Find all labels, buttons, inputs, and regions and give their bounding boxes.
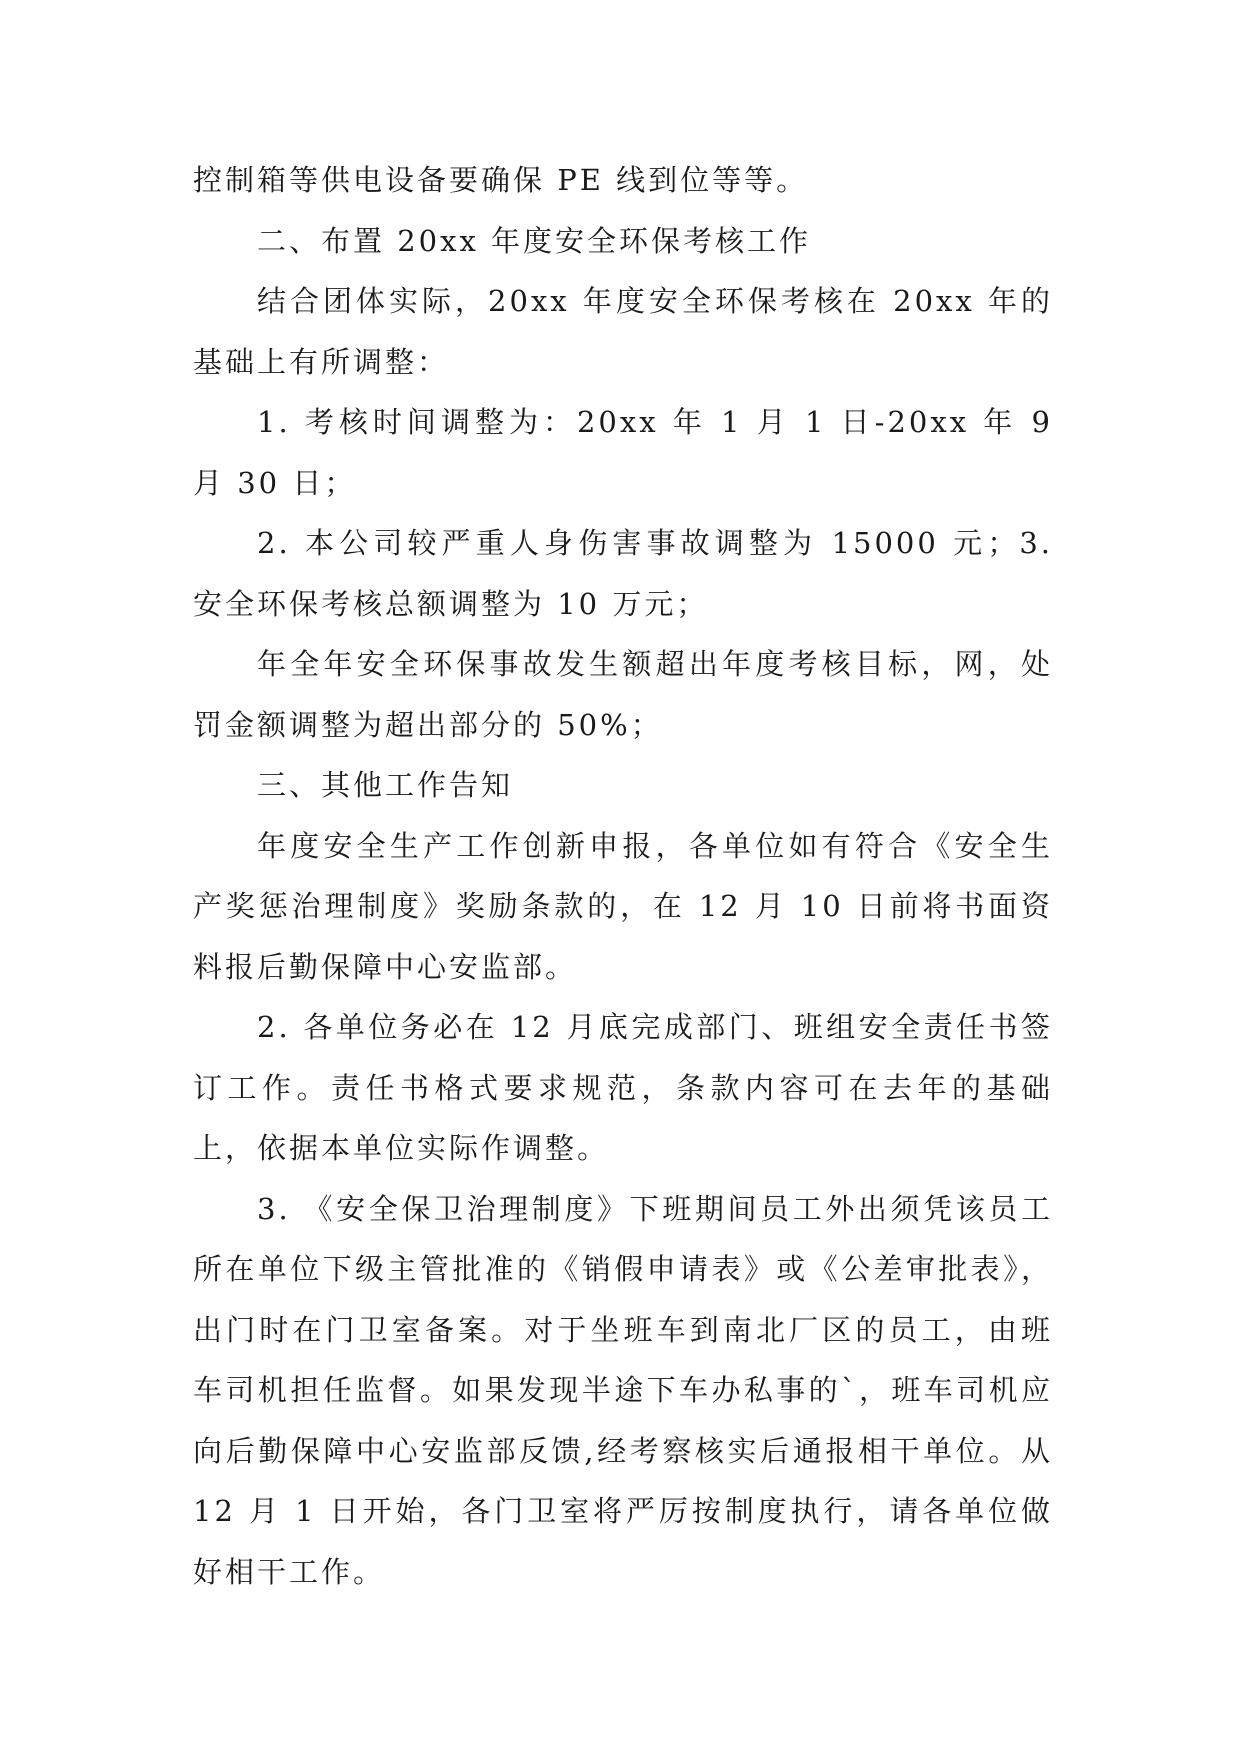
- document-body: [193, 150, 1053, 1602]
- paragraph-continuation: 控制箱等供电设备要确保 PE 线到位等等。: [193, 163, 809, 197]
- section-heading-2: 二、布置 20xx 年度安全环保考核工作: [257, 223, 812, 258]
- paragraph-intro: 结合团体实际，20xx 年度安全环保考核在 20xx 年的基础上有所调整：: [193, 284, 1053, 379]
- paragraph-item-2: 2. 本公司较严重人身伤害事故调整为 15000 元；3. 安全环保考核总额调整为 10 万元；: [193, 526, 1053, 621]
- paragraph-item-1: 1. 考核时间调整为：20xx 年 1 月 1 日-20xx 年 9 月 30 日；: [193, 405, 1053, 500]
- paragraph-security: 3. 《安全保卫治理制度》下班期间员工外出须凭该员工所在单位下级主管批准的《销假申请表》或《公差审批表》，出门时在门卫室备案。对于坐班车到南北厂区的员工，由班车司机担任监督。如果发现半途下车办私事的`，班车司机应向后勤保障中心安监部反馈,经考察核实后通报相干单位。从 12 月 1 日开始，各门卫室将严厉按制度执行，请各单位做好相干工作。: [193, 1191, 1053, 1589]
- section-heading-3: 三、其他工作告知: [257, 768, 514, 802]
- paragraph-responsibility: 2. 各单位务必在 12 月底完成部门、班组安全责任书签订工作。责任书格式要求规范，条款内容可在去年的基础上，依据本单位实际作调整。: [193, 1010, 1053, 1165]
- paragraph-innovation: 年度安全生产工作创新申报，各单位如有符合《安全生产奖惩治理制度》奖励条款的，在 12 月 10 日前将书面资料报后勤保障中心安监部。: [193, 828, 1053, 984]
- paragraph-item-penalty: 年全年安全环保事故发生额超出年度考核目标，网，处罚金额调整为超出部分的 50%；: [193, 647, 1053, 742]
